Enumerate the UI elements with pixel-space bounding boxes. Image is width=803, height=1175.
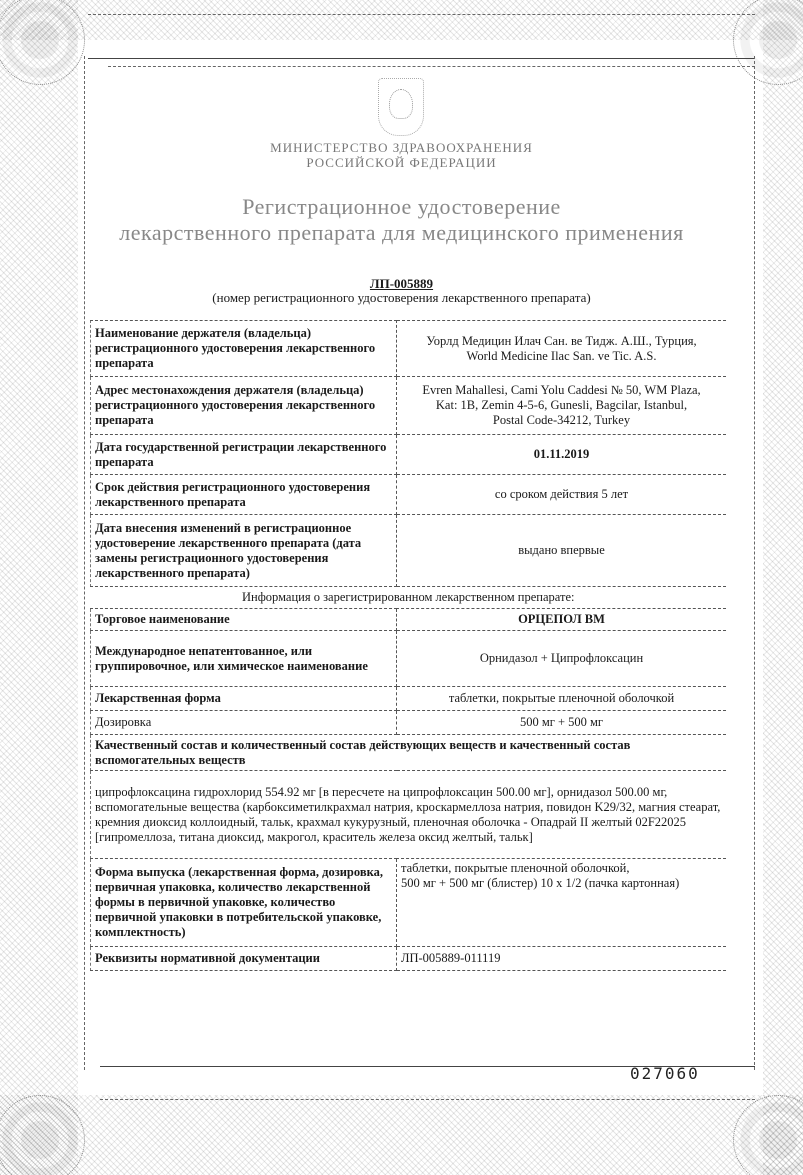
row-label: Срок действия регистрационного удостоверения лекарственного препарата (91, 475, 397, 515)
row-label: Международное непатентованное, или группировочное, или химическое наименование (91, 631, 397, 687)
coat-of-arms-icon (378, 78, 424, 136)
row-label: Дата внесения изменений в регистрационное удостоверение лекарственного препарата (дата замены регистрационного удостоверения лекарственного препарата) (91, 515, 397, 587)
table-row (91, 475, 727, 515)
registration-number: ЛП-005889 (369, 276, 434, 291)
table-row (91, 515, 727, 587)
ministry-country: РОССИЙСКОЙ ФЕДЕРАЦИИ (306, 155, 497, 170)
release-form-value: таблетки, покрытые пленочной оболочкой, 500 мг + 500 мг (блистер) 10 х 1/2 (пачка картонная) (397, 859, 727, 947)
row-label: Наименование держателя (владельца) регистрационного удостоверения лекарственного препарата (91, 321, 397, 377)
registration-number-caption: (номер регистрационного удостоверения лекарственного препарата) (212, 290, 591, 305)
inn-name: Орнидазол + Ципрофлоксацин (397, 631, 727, 687)
table-row (91, 687, 727, 711)
border-top-pattern (0, 0, 803, 40)
row-label: Лекарственная форма (91, 687, 397, 711)
registration-date: 01.11.2019 (397, 435, 727, 475)
dosage: 500 мг + 500 мг (397, 711, 727, 735)
row-value: Evren Mahallesi, Cami Yolu Caddesi № 50, WM Plaza, Kat: 1B, Zemin 4-5-6, Gunesli, Bagcilar, Istanbul, Postal Code-34212, Turkey (397, 377, 727, 435)
row-label: Дата государственной регистрации лекарственного препарата (91, 435, 397, 475)
ministry-name: МИНИСТЕРСТВО ЗДРАВООХРАНЕНИЯ (270, 140, 533, 155)
table-row (91, 377, 727, 435)
corner-rosette-icon (733, 0, 803, 85)
trade-name: ОРЦЕПОЛ ВМ (397, 609, 727, 631)
corner-rosette-icon (733, 1095, 803, 1175)
table-row (91, 435, 727, 475)
info-heading: Информация о зарегистрированном лекарственном препарате: (91, 587, 727, 609)
dosage-form: таблетки, покрытые пленочной оболочкой (397, 687, 727, 711)
registration-table (90, 320, 726, 971)
normative-docs-value: ЛП-005889-011119 (397, 947, 727, 971)
serial-number: 027060 (630, 1064, 700, 1083)
table-row (91, 859, 727, 947)
composition-heading: Качественный состав и количественный состав действующих веществ и качественный состав вспомогательных веществ (91, 735, 727, 771)
document-title: Регистрационное удостоверение лекарственного препарата для медицинского применения (119, 194, 684, 245)
table-row (91, 711, 727, 735)
border-bottom-pattern (0, 1095, 803, 1175)
info-heading-row (91, 587, 727, 609)
border-line (88, 14, 755, 15)
table-row (91, 609, 727, 631)
table-row (91, 947, 727, 971)
composition-text-row (91, 771, 727, 859)
validity-period: со сроком действия 5 лет (397, 475, 727, 515)
table-row (91, 631, 727, 687)
row-label: Дозировка (91, 711, 397, 735)
document-header (0, 140, 803, 246)
row-label: Адрес местонахождения держателя (владельца) регистрационного удостоверения лекарственного препарата (91, 377, 397, 435)
composition-heading-row (91, 735, 727, 771)
row-label: Реквизиты нормативной документации (91, 947, 397, 971)
composition-text: ципрофлоксацина гидрохлорид 554.92 мг [в пересчете на ципрофлоксацин 500.00 мг], орнидазол 500.00 мг, вспомогательные вещества (карбоксиметилкрахмал натрия, кроскармеллоза натрия, повидон K29/32, магния стеарат, кремния диоксид коллоидный, тальк, крахмал кукурузный, пленочная оболочка - Опадрай II желтый 02F22025 [гипромеллоза, титана диоксид, макрогол, краситель железа оксид желтый, тальк] (91, 771, 727, 859)
row-label: Форма выпуска (лекарственная форма, дозировка, первичная упаковка, количество лекарственной формы в первичной упаковке, количество первичной упаковки в потребительской упаковке, комплектность) (91, 859, 397, 947)
border-line (108, 66, 755, 67)
border-line (88, 58, 755, 59)
row-label: Торговое наименование (91, 609, 397, 631)
row-value: Уорлд Медицин Илач Сан. ве Тидж. А.Ш., Турция, World Medicine Ilac San. ve Tic. A.S. (397, 321, 727, 377)
change-date: выдано впервые (397, 515, 727, 587)
corner-rosette-icon (0, 0, 85, 85)
border-line (100, 1099, 755, 1100)
table-row (91, 321, 727, 377)
corner-rosette-icon (0, 1095, 85, 1175)
